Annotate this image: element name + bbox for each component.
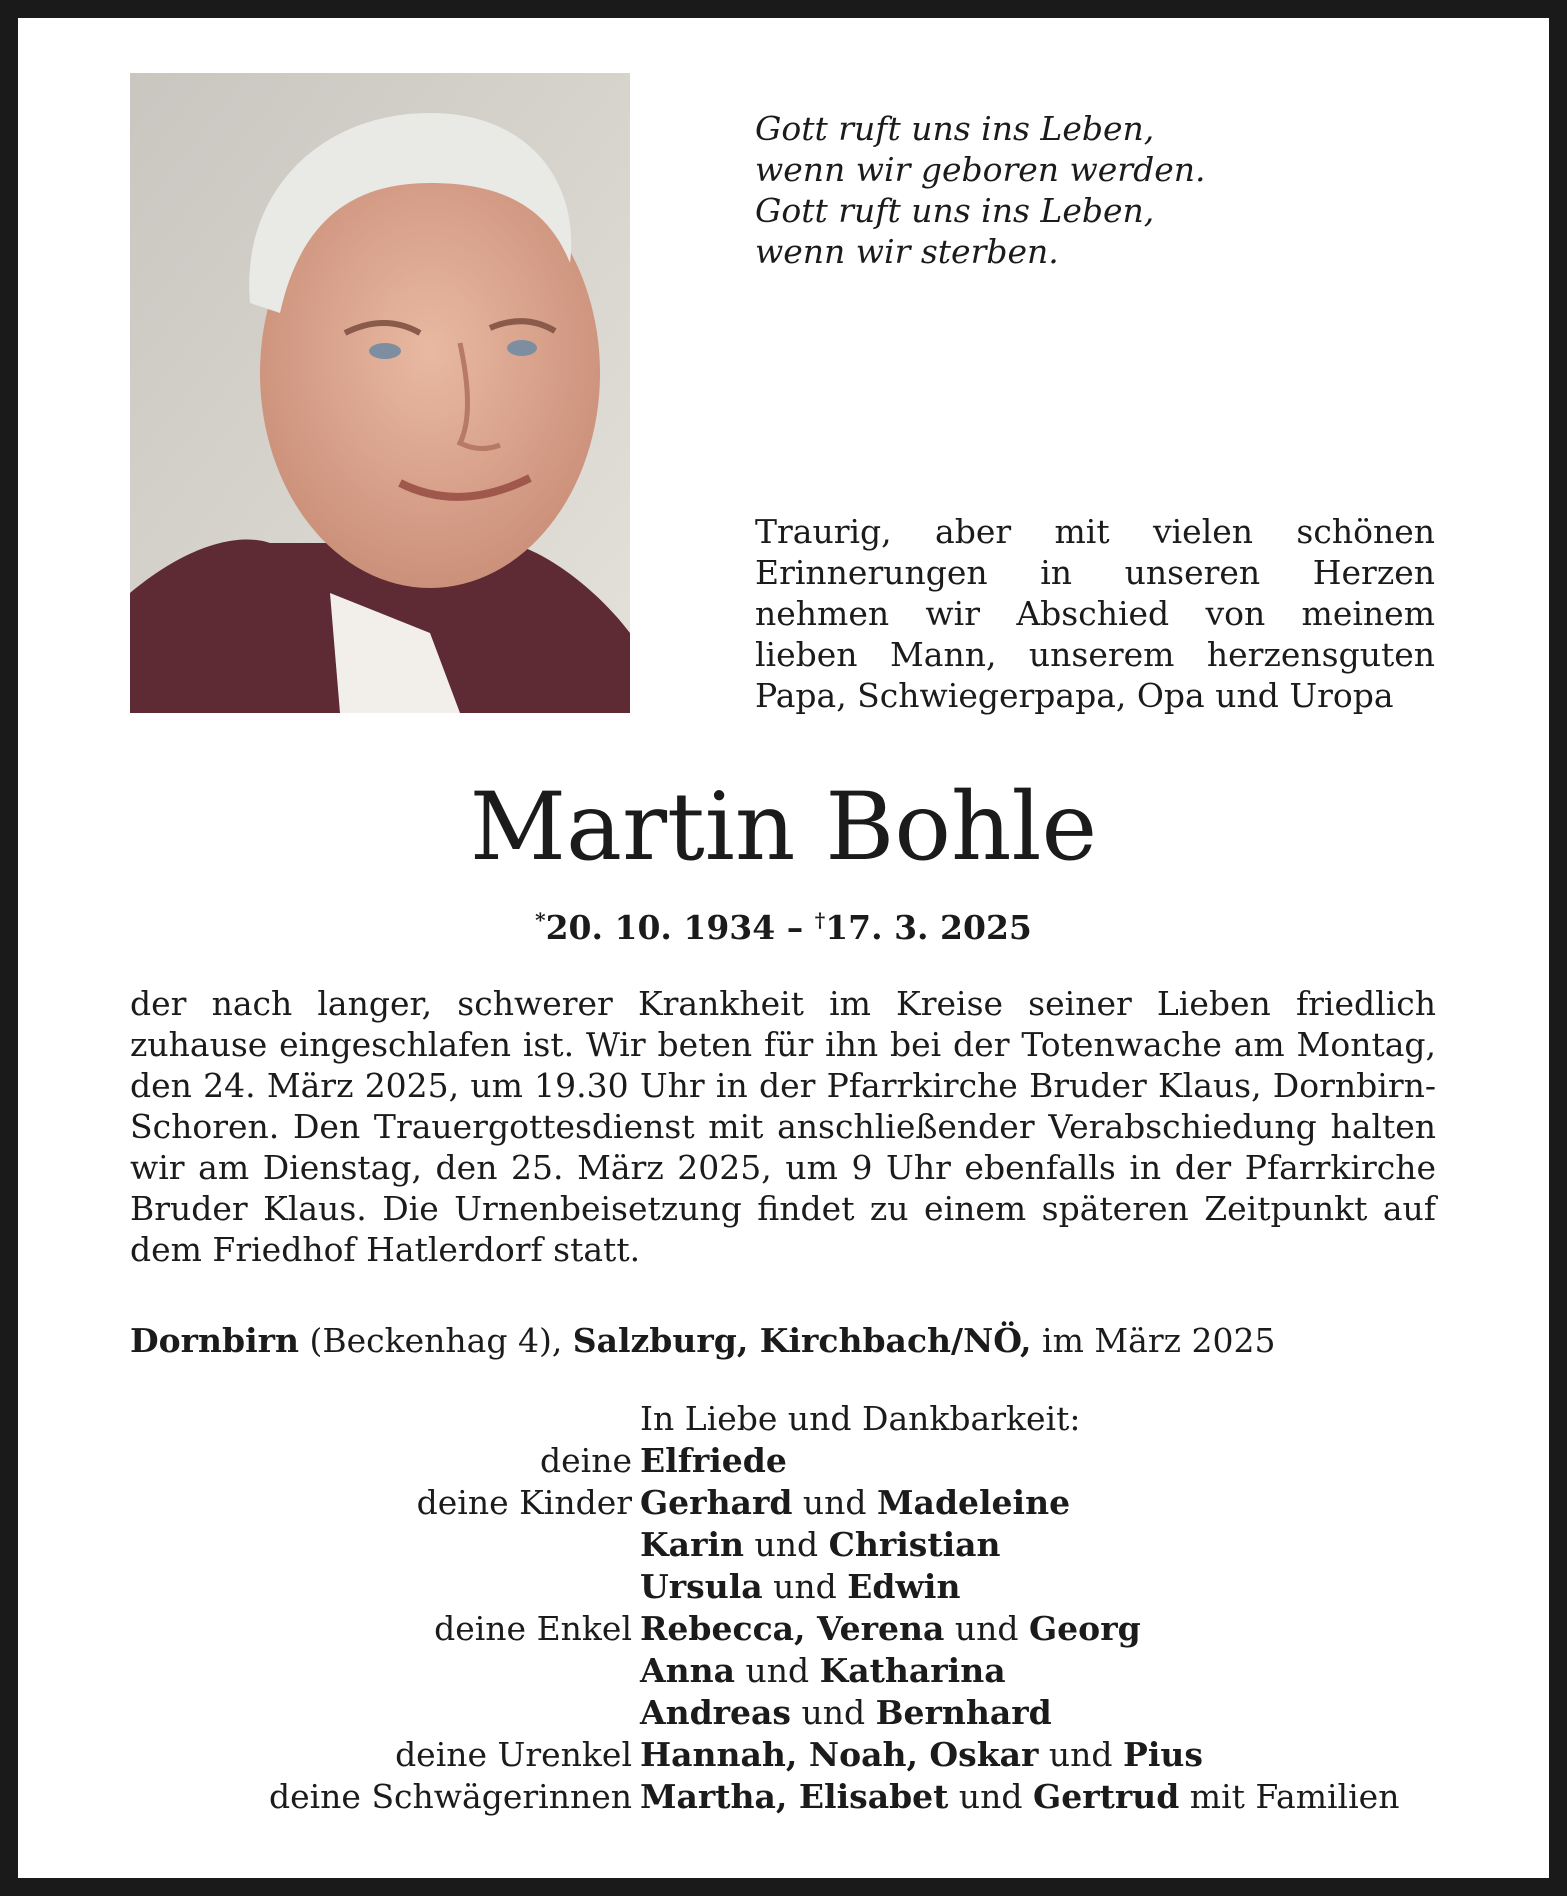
family-conjunction: und xyxy=(734,1651,820,1690)
family-row xyxy=(18,1608,1549,1650)
family-name: Elfriede xyxy=(640,1441,787,1480)
family-name: Pius xyxy=(1123,1735,1203,1774)
family-conjunction: und xyxy=(743,1525,829,1564)
place-address: (Beckenhag 4), xyxy=(299,1321,573,1360)
place-date: im März 2025 xyxy=(1031,1321,1276,1360)
portrait-photo xyxy=(130,73,630,713)
thanks-line: In Liebe und Dankbarkeit: xyxy=(640,1399,1081,1438)
family-list xyxy=(18,1440,1549,1818)
family-name: Ursula xyxy=(640,1567,763,1606)
family-name: Georg xyxy=(1029,1609,1141,1648)
poem xyxy=(755,108,1275,272)
family-names xyxy=(640,1440,787,1482)
deceased-name: Martin Bohle xyxy=(469,773,1098,882)
birth-date: 20. 10. 1934 xyxy=(545,908,776,947)
place-line xyxy=(130,1320,1436,1361)
death-symbol: † xyxy=(814,908,826,932)
family-names xyxy=(640,1608,1141,1650)
family-name: Bernhard xyxy=(875,1693,1052,1732)
family-names xyxy=(640,1566,960,1608)
place-city-1: Dornbirn xyxy=(130,1321,299,1360)
family-conjunction: und xyxy=(944,1609,1029,1648)
poem-line: wenn wir geboren werden. xyxy=(755,150,1206,189)
family-name: Gerhard xyxy=(640,1483,793,1522)
family-row xyxy=(18,1776,1549,1818)
family-conjunction: und xyxy=(791,1693,876,1732)
family-label: deine xyxy=(540,1441,632,1480)
obituary-page xyxy=(18,18,1549,1878)
death-date: 17. 3. 2025 xyxy=(825,908,1032,947)
family-row xyxy=(18,1650,1549,1692)
family-conjunction: und xyxy=(762,1567,848,1606)
family-row xyxy=(18,1566,1549,1608)
family-row xyxy=(18,1734,1549,1776)
poem-line: wenn wir sterben. xyxy=(755,232,1059,271)
poem-line: Gott ruft uns ins Leben, xyxy=(755,191,1155,230)
family-names xyxy=(640,1482,1070,1524)
family-names xyxy=(640,1776,1399,1818)
family-name: Andreas xyxy=(640,1693,792,1732)
family-suffix: mit Familien xyxy=(1179,1777,1400,1816)
family-name: Madeleine xyxy=(877,1483,1071,1522)
family-names xyxy=(640,1524,1001,1566)
family-names xyxy=(640,1692,1052,1734)
family-row xyxy=(18,1692,1549,1734)
birth-symbol: * xyxy=(535,908,546,932)
family-name: Katharina xyxy=(819,1651,1006,1690)
family-conjunction: und xyxy=(792,1483,878,1522)
family-label: deine Urenkel xyxy=(395,1735,632,1774)
family-names xyxy=(640,1650,1006,1692)
date-separator: – xyxy=(775,908,815,947)
family-label: deine Schwägerinnen xyxy=(268,1777,632,1816)
family-label: deine Enkel xyxy=(434,1609,632,1648)
poem-line: Gott ruft uns ins Leben, xyxy=(755,109,1155,148)
family-row xyxy=(18,1482,1549,1524)
family-name: Rebecca, Verena xyxy=(640,1609,945,1648)
portrait-image xyxy=(130,73,630,713)
family-names xyxy=(640,1734,1203,1776)
family-conjunction: und xyxy=(1038,1735,1124,1774)
family-label: deine Kinder xyxy=(416,1483,632,1522)
family-row xyxy=(18,1440,1549,1482)
family-name: Anna xyxy=(640,1651,735,1690)
family-conjunction: und xyxy=(948,1777,1034,1816)
family-name: Christian xyxy=(828,1525,1001,1564)
body-text: der nach langer, schwerer Krankheit im Kreise seiner Lieben friedlich zuhause eingeschlafen ist. Wir beten für ihn bei der Totenwache am Montag, den 24. März 2025, um 19.30 Uhr in der Pfarrkirche Bruder Klaus, Dornbirn-Schoren. Den Trauergottesdienst mit anschließender Verabschiedung halten wir am Dienstag, den 25. März 2025, um 9 Uhr ebenfalls in der Pfarrkirche Bruder Klaus. Die Urnenbeisetzung findet zu einem späteren Zeitpunkt auf dem Friedhof Hatlerdorf statt. xyxy=(130,984,1436,1269)
family-name: Hannah, Noah, Oskar xyxy=(640,1735,1039,1774)
intro-text: Traurig, aber mit vielen schönen Erinnerungen in unseren Herzen nehmen wir Abschied von meinem lieben Mann, unserem herzensguten Papa, Schwiegerpapa, Opa und Uropa xyxy=(755,512,1435,715)
family-name: Edwin xyxy=(847,1567,961,1606)
family-row xyxy=(18,1524,1549,1566)
family-name: Martha, Elisabet xyxy=(640,1777,949,1816)
family-name: Gertrud xyxy=(1033,1777,1180,1816)
place-city-2: Salzburg, Kirchbach/NÖ, xyxy=(572,1321,1032,1360)
family-name: Karin xyxy=(640,1525,744,1564)
life-dates xyxy=(18,898,1549,950)
